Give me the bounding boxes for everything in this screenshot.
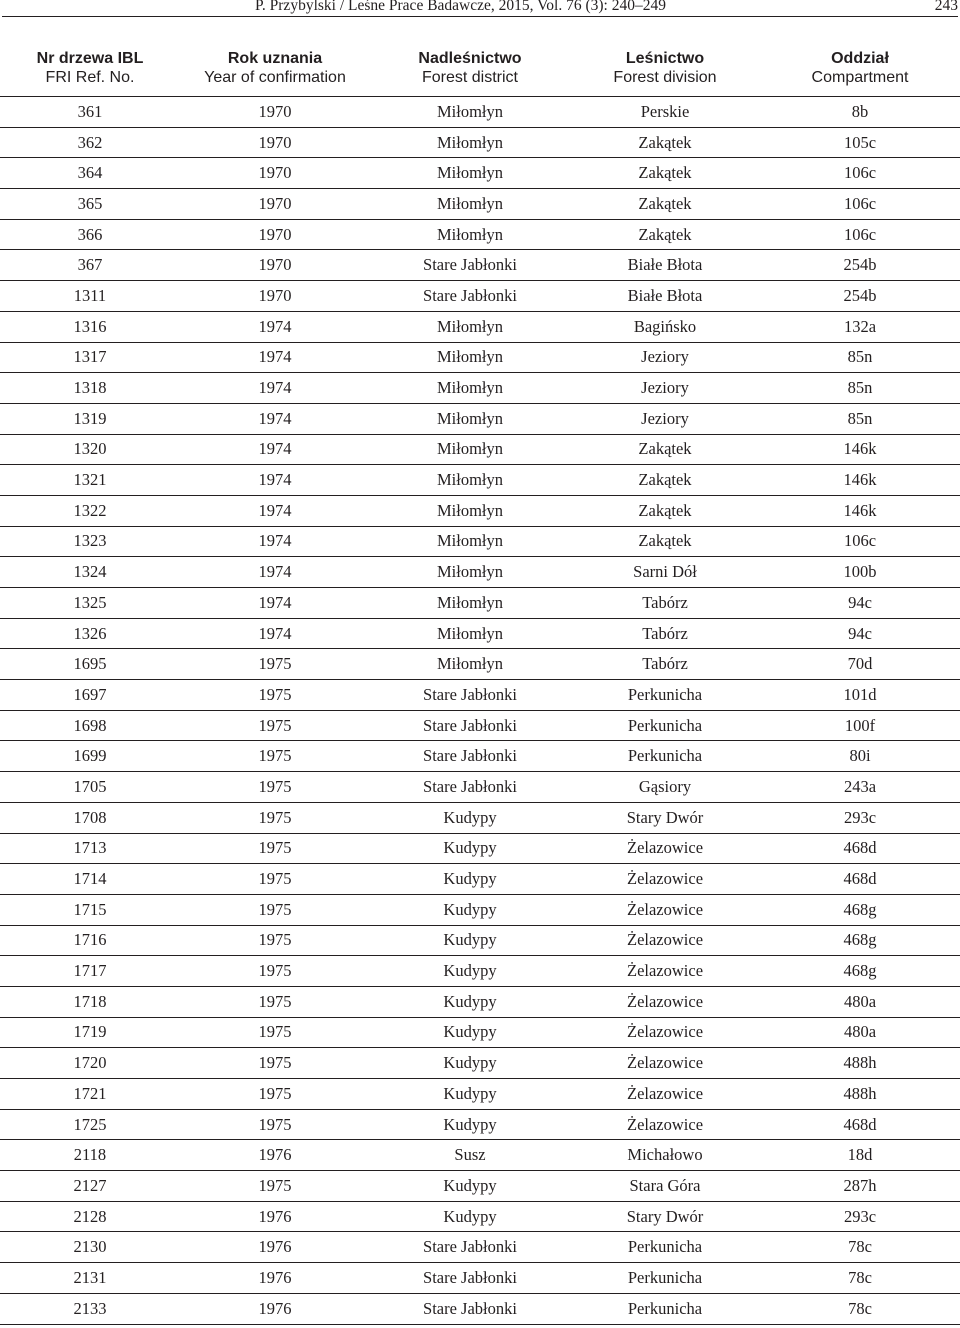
table-row — [0, 158, 960, 189]
cell-forest-district: Miłomłyn — [370, 649, 570, 680]
cell-tree-number: 1713 — [0, 833, 180, 864]
cell-forest-division: Żelazowice — [570, 894, 760, 925]
cell-forest-district: Kudypy — [370, 1171, 570, 1202]
cell-year: 1975 — [180, 956, 370, 987]
cell-year: 1975 — [180, 1109, 370, 1140]
cell-year: 1976 — [180, 1293, 370, 1324]
cell-forest-district: Miłomłyn — [370, 403, 570, 434]
cell-forest-division: Żelazowice — [570, 1109, 760, 1140]
cell-compartment: 18d — [760, 1140, 960, 1171]
cell-forest-division: Zakątek — [570, 434, 760, 465]
cell-compartment: 105c — [760, 127, 960, 158]
cell-tree-number: 1319 — [0, 403, 180, 434]
cell-compartment: 254b — [760, 250, 960, 281]
cell-tree-number: 1714 — [0, 864, 180, 895]
cell-compartment: 100b — [760, 557, 960, 588]
table-row — [0, 802, 960, 833]
cell-forest-division: Żelazowice — [570, 1079, 760, 1110]
cell-year: 1975 — [180, 802, 370, 833]
cell-tree-number: 1322 — [0, 495, 180, 526]
cell-forest-division: Stary Dwór — [570, 1201, 760, 1232]
cell-year: 1970 — [180, 250, 370, 281]
cell-tree-number: 1716 — [0, 925, 180, 956]
column-header-label-pl: Leśnictwo — [625, 50, 705, 67]
cell-forest-division: Białe Błota — [570, 281, 760, 312]
table-body — [0, 97, 960, 1325]
column-header-label-pl: Oddział — [831, 50, 889, 67]
cell-forest-district: Miłomłyn — [370, 189, 570, 220]
table-row — [0, 311, 960, 342]
cell-year: 1974 — [180, 373, 370, 404]
cell-forest-district: Stare Jabłonki — [370, 281, 570, 312]
cell-forest-division: Perkunicha — [570, 1263, 760, 1294]
cell-forest-district: Kudypy — [370, 833, 570, 864]
cell-tree-number: 2131 — [0, 1263, 180, 1294]
cell-forest-district: Miłomłyn — [370, 465, 570, 496]
table-row — [0, 281, 960, 312]
column-header-label-en: FRI Ref. No. — [45, 69, 135, 86]
cell-compartment: 94c — [760, 618, 960, 649]
column-header-forest-division — [570, 45, 760, 97]
cell-compartment: 468d — [760, 1109, 960, 1140]
header-rule — [2, 16, 958, 17]
cell-year: 1975 — [180, 772, 370, 803]
cell-compartment: 70d — [760, 649, 960, 680]
table-row — [0, 373, 960, 404]
cell-tree-number: 1317 — [0, 342, 180, 373]
cell-forest-division: Stara Góra — [570, 1171, 760, 1202]
cell-forest-district: Kudypy — [370, 1017, 570, 1048]
table-row — [0, 342, 960, 373]
cell-compartment: 100f — [760, 710, 960, 741]
cell-year: 1975 — [180, 741, 370, 772]
cell-tree-number: 1324 — [0, 557, 180, 588]
table-header — [0, 45, 960, 97]
cell-forest-division: Zakątek — [570, 526, 760, 557]
cell-forest-division: Żelazowice — [570, 864, 760, 895]
column-header-label-pl: Nr drzewa IBL — [36, 50, 144, 67]
cell-tree-number: 1719 — [0, 1017, 180, 1048]
cell-tree-number: 2128 — [0, 1201, 180, 1232]
cell-forest-division: Zakątek — [570, 219, 760, 250]
cell-year: 1975 — [180, 1017, 370, 1048]
cell-tree-number: 365 — [0, 189, 180, 220]
cell-forest-division: Białe Błota — [570, 250, 760, 281]
table-row — [0, 1171, 960, 1202]
cell-tree-number: 1721 — [0, 1079, 180, 1110]
cell-year: 1975 — [180, 1079, 370, 1110]
cell-forest-division: Jeziory — [570, 373, 760, 404]
table-row — [0, 1263, 960, 1294]
cell-forest-division: Tabórz — [570, 618, 760, 649]
table-row — [0, 557, 960, 588]
cell-forest-division: Żelazowice — [570, 925, 760, 956]
cell-compartment: 101d — [760, 680, 960, 711]
cell-forest-district: Kudypy — [370, 925, 570, 956]
cell-year: 1975 — [180, 864, 370, 895]
column-header-tree-number — [0, 45, 180, 97]
cell-tree-number: 361 — [0, 97, 180, 128]
cell-compartment: 488h — [760, 1048, 960, 1079]
table-row — [0, 1017, 960, 1048]
cell-forest-district: Kudypy — [370, 1201, 570, 1232]
table-header-row — [0, 45, 960, 97]
cell-forest-division: Perkunicha — [570, 680, 760, 711]
cell-forest-district: Miłomłyn — [370, 219, 570, 250]
cell-compartment: 287h — [760, 1171, 960, 1202]
cell-year: 1970 — [180, 127, 370, 158]
table-row — [0, 710, 960, 741]
cell-forest-district: Miłomłyn — [370, 434, 570, 465]
cell-compartment: 85n — [760, 342, 960, 373]
cell-forest-district: Kudypy — [370, 1048, 570, 1079]
table-row — [0, 97, 960, 128]
column-header-year — [180, 45, 370, 97]
cell-year: 1974 — [180, 403, 370, 434]
cell-year: 1970 — [180, 158, 370, 189]
cell-forest-district: Stare Jabłonki — [370, 250, 570, 281]
cell-forest-division: Zakątek — [570, 189, 760, 220]
cell-forest-division: Żelazowice — [570, 956, 760, 987]
table-row — [0, 956, 960, 987]
cell-tree-number: 1323 — [0, 526, 180, 557]
cell-year: 1974 — [180, 526, 370, 557]
cell-compartment: 468g — [760, 894, 960, 925]
cell-year: 1970 — [180, 97, 370, 128]
column-header-forest-district — [370, 45, 570, 97]
cell-forest-district: Stare Jabłonki — [370, 710, 570, 741]
table-row — [0, 833, 960, 864]
table-row — [0, 1109, 960, 1140]
table-row — [0, 925, 960, 956]
table-row — [0, 434, 960, 465]
cell-year: 1974 — [180, 465, 370, 496]
cell-tree-number: 1725 — [0, 1109, 180, 1140]
cell-forest-district: Kudypy — [370, 1109, 570, 1140]
cell-compartment: 293c — [760, 802, 960, 833]
cell-compartment: 8b — [760, 97, 960, 128]
cell-compartment: 146k — [760, 434, 960, 465]
cell-compartment: 480a — [760, 986, 960, 1017]
cell-compartment: 146k — [760, 465, 960, 496]
cell-forest-district: Miłomłyn — [370, 311, 570, 342]
cell-forest-district: Miłomłyn — [370, 557, 570, 588]
cell-forest-division: Sarni Dół — [570, 557, 760, 588]
cell-year: 1976 — [180, 1232, 370, 1263]
cell-year: 1976 — [180, 1201, 370, 1232]
table-row — [0, 1232, 960, 1263]
cell-forest-division: Zakątek — [570, 127, 760, 158]
table-row — [0, 250, 960, 281]
cell-tree-number: 1697 — [0, 680, 180, 711]
cell-tree-number: 2127 — [0, 1171, 180, 1202]
cell-forest-division: Tabórz — [570, 649, 760, 680]
cell-forest-division: Jeziory — [570, 403, 760, 434]
cell-forest-district: Stare Jabłonki — [370, 772, 570, 803]
tree-register-table — [0, 45, 960, 1325]
cell-tree-number: 1708 — [0, 802, 180, 833]
cell-year: 1970 — [180, 219, 370, 250]
cell-year: 1975 — [180, 710, 370, 741]
cell-forest-district: Miłomłyn — [370, 495, 570, 526]
cell-compartment: 106c — [760, 189, 960, 220]
table-row — [0, 1140, 960, 1171]
cell-year: 1970 — [180, 189, 370, 220]
cell-tree-number: 1318 — [0, 373, 180, 404]
column-header-label-pl: Rok uznania — [227, 50, 323, 67]
cell-tree-number: 366 — [0, 219, 180, 250]
cell-tree-number: 362 — [0, 127, 180, 158]
cell-tree-number: 1695 — [0, 649, 180, 680]
table-row — [0, 588, 960, 619]
cell-forest-division: Michałowo — [570, 1140, 760, 1171]
cell-forest-district: Kudypy — [370, 894, 570, 925]
cell-year: 1975 — [180, 925, 370, 956]
cell-compartment: 94c — [760, 588, 960, 619]
table-row — [0, 465, 960, 496]
cell-year: 1974 — [180, 434, 370, 465]
cell-forest-division: Zakątek — [570, 465, 760, 496]
cell-forest-division: Gąsiory — [570, 772, 760, 803]
cell-tree-number: 1705 — [0, 772, 180, 803]
cell-year: 1974 — [180, 618, 370, 649]
cell-compartment: 85n — [760, 373, 960, 404]
cell-compartment: 106c — [760, 158, 960, 189]
table-row — [0, 986, 960, 1017]
cell-forest-district: Stare Jabłonki — [370, 1263, 570, 1294]
cell-tree-number: 1326 — [0, 618, 180, 649]
cell-tree-number: 1718 — [0, 986, 180, 1017]
cell-forest-division: Żelazowice — [570, 833, 760, 864]
cell-compartment: 78c — [760, 1263, 960, 1294]
cell-forest-division: Perskie — [570, 97, 760, 128]
cell-compartment: 468d — [760, 833, 960, 864]
cell-forest-district: Miłomłyn — [370, 588, 570, 619]
cell-forest-division: Perkunicha — [570, 710, 760, 741]
cell-forest-division: Zakątek — [570, 158, 760, 189]
page-number: 243 — [934, 0, 958, 14]
cell-compartment: 480a — [760, 1017, 960, 1048]
cell-tree-number: 1325 — [0, 588, 180, 619]
column-header-label-en: Year of confirmation — [204, 69, 346, 86]
cell-forest-district: Kudypy — [370, 986, 570, 1017]
cell-compartment: 106c — [760, 219, 960, 250]
cell-tree-number: 2130 — [0, 1232, 180, 1263]
table-row — [0, 1293, 960, 1324]
table-row — [0, 864, 960, 895]
cell-year: 1975 — [180, 680, 370, 711]
cell-forest-division: Żelazowice — [570, 1017, 760, 1048]
cell-forest-district: Stare Jabłonki — [370, 741, 570, 772]
cell-forest-division: Perkunicha — [570, 1293, 760, 1324]
cell-forest-division: Bagińsko — [570, 311, 760, 342]
cell-tree-number: 1698 — [0, 710, 180, 741]
table-row — [0, 219, 960, 250]
cell-compartment: 78c — [760, 1293, 960, 1324]
cell-compartment: 468d — [760, 864, 960, 895]
cell-compartment: 85n — [760, 403, 960, 434]
cell-forest-division: Żelazowice — [570, 1048, 760, 1079]
cell-tree-number: 1699 — [0, 741, 180, 772]
table-row — [0, 127, 960, 158]
cell-year: 1970 — [180, 281, 370, 312]
cell-compartment: 468g — [760, 956, 960, 987]
cell-forest-division: Zakątek — [570, 495, 760, 526]
cell-forest-division: Jeziory — [570, 342, 760, 373]
cell-forest-district: Miłomłyn — [370, 127, 570, 158]
cell-forest-district: Kudypy — [370, 956, 570, 987]
cell-year: 1975 — [180, 1048, 370, 1079]
cell-forest-district: Miłomłyn — [370, 373, 570, 404]
cell-tree-number: 1717 — [0, 956, 180, 987]
cell-forest-division: Żelazowice — [570, 986, 760, 1017]
cell-compartment: 78c — [760, 1232, 960, 1263]
table-row — [0, 1048, 960, 1079]
cell-compartment: 254b — [760, 281, 960, 312]
cell-compartment: 468g — [760, 925, 960, 956]
column-header-compartment — [760, 45, 960, 97]
table-row — [0, 526, 960, 557]
cell-forest-district: Kudypy — [370, 802, 570, 833]
column-header-label-en: Forest district — [421, 69, 518, 86]
cell-tree-number: 1316 — [0, 311, 180, 342]
table-row — [0, 189, 960, 220]
cell-compartment: 106c — [760, 526, 960, 557]
cell-tree-number: 367 — [0, 250, 180, 281]
cell-compartment: 293c — [760, 1201, 960, 1232]
cell-compartment: 488h — [760, 1079, 960, 1110]
table-row — [0, 772, 960, 803]
cell-tree-number: 1321 — [0, 465, 180, 496]
table-row — [0, 1201, 960, 1232]
cell-year: 1976 — [180, 1140, 370, 1171]
table-row — [0, 1079, 960, 1110]
cell-forest-district: Stare Jabłonki — [370, 1293, 570, 1324]
cell-year: 1974 — [180, 495, 370, 526]
cell-forest-division: Tabórz — [570, 588, 760, 619]
column-header-label-pl: Nadleśnictwo — [418, 50, 522, 67]
cell-forest-district: Stare Jabłonki — [370, 680, 570, 711]
cell-year: 1976 — [180, 1263, 370, 1294]
cell-tree-number: 1311 — [0, 281, 180, 312]
table-row — [0, 741, 960, 772]
cell-tree-number: 1320 — [0, 434, 180, 465]
column-header-label-en: Compartment — [811, 69, 909, 86]
cell-compartment: 80i — [760, 741, 960, 772]
cell-compartment: 146k — [760, 495, 960, 526]
cell-tree-number: 2133 — [0, 1293, 180, 1324]
journal-citation: P. Przybylski / Leśne Prace Badawcze, 2015, Vol. 76 (3): 240–249 — [255, 0, 666, 14]
cell-year: 1975 — [180, 833, 370, 864]
cell-year: 1975 — [180, 649, 370, 680]
cell-forest-division: Perkunicha — [570, 1232, 760, 1263]
cell-forest-district: Kudypy — [370, 1079, 570, 1110]
cell-forest-district: Miłomłyn — [370, 158, 570, 189]
cell-forest-district: Miłomłyn — [370, 618, 570, 649]
cell-year: 1974 — [180, 311, 370, 342]
cell-year: 1975 — [180, 894, 370, 925]
cell-tree-number: 2118 — [0, 1140, 180, 1171]
cell-year: 1974 — [180, 342, 370, 373]
cell-tree-number: 364 — [0, 158, 180, 189]
column-header-label-en: Forest division — [613, 69, 717, 86]
cell-forest-division: Stary Dwór — [570, 802, 760, 833]
table-row — [0, 618, 960, 649]
cell-forest-district: Miłomłyn — [370, 526, 570, 557]
cell-compartment: 243a — [760, 772, 960, 803]
cell-forest-district: Miłomłyn — [370, 97, 570, 128]
cell-forest-district: Kudypy — [370, 864, 570, 895]
cell-tree-number: 1720 — [0, 1048, 180, 1079]
cell-forest-district: Stare Jabłonki — [370, 1232, 570, 1263]
cell-year: 1974 — [180, 557, 370, 588]
cell-forest-district: Miłomłyn — [370, 342, 570, 373]
table-row — [0, 894, 960, 925]
cell-forest-district: Susz — [370, 1140, 570, 1171]
table-row — [0, 680, 960, 711]
cell-year: 1975 — [180, 1171, 370, 1202]
table-row — [0, 649, 960, 680]
table-row — [0, 403, 960, 434]
cell-year: 1974 — [180, 588, 370, 619]
cell-forest-division: Perkunicha — [570, 741, 760, 772]
cell-compartment: 132a — [760, 311, 960, 342]
table-row — [0, 495, 960, 526]
cell-year: 1975 — [180, 986, 370, 1017]
cell-tree-number: 1715 — [0, 894, 180, 925]
